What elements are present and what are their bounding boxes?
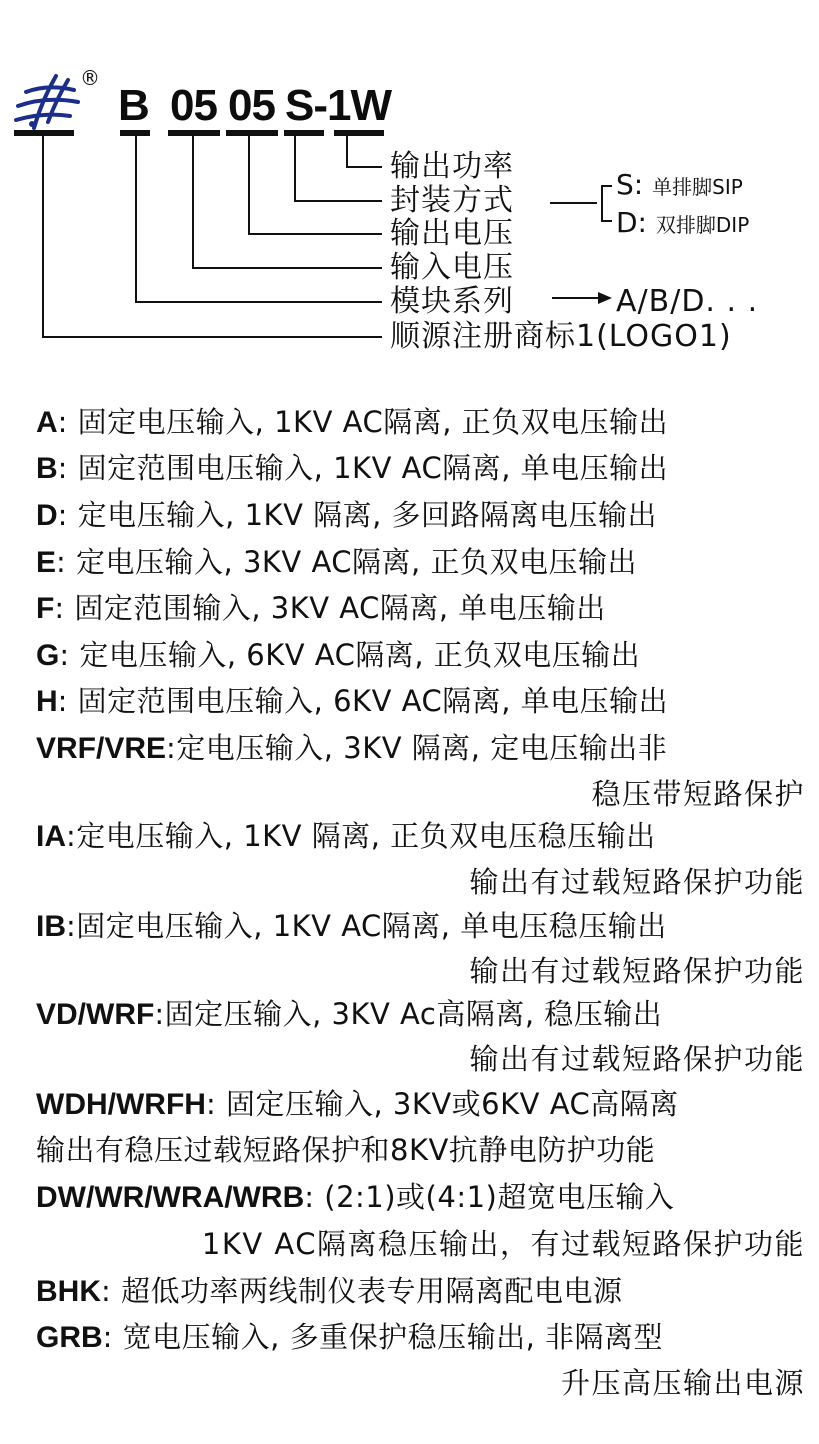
series-code: G: [36, 639, 60, 672]
series-code: GRB: [36, 1321, 103, 1354]
code-series: B: [118, 81, 149, 130]
series-code: A: [36, 406, 58, 439]
package-sip-code: S:: [616, 168, 644, 201]
series-list-item: [36, 545, 809, 580]
series-code: H: [36, 685, 58, 718]
package-dip-text: 双排脚DIP: [655, 213, 750, 237]
series-description: : 定电压输入, 1KV 隔离, 多回路隔离电压输出: [57, 498, 658, 532]
legend-output-power: 输出功率: [390, 149, 514, 184]
series-code: IB: [36, 910, 66, 943]
legend-input-voltage: 输入电压: [390, 250, 514, 285]
series-list-item: [36, 909, 809, 944]
series-description: : 固定范围电压输入, 1KV AC隔离, 单电压输出: [57, 451, 669, 485]
registered-mark: ®: [80, 66, 100, 90]
package-dip-code: D:: [616, 206, 647, 239]
series-description-continued: 1KV AC隔离稳压输出，有过载短路保护功能: [201, 1227, 805, 1261]
package-sip-text: 单排脚SIP: [652, 175, 743, 199]
package-sip: [616, 170, 743, 202]
series-description: :固定电压输入, 1KV AC隔离, 单电压稳压输出: [66, 909, 667, 943]
series-description: : 定电压输入, 6KV AC隔离, 正负双电压输出: [59, 638, 641, 672]
series-list-item: [36, 1180, 809, 1215]
series-list-item: [36, 498, 809, 533]
series-list-item: [36, 451, 809, 486]
series-list-item: [36, 1320, 809, 1355]
series-description-continued: 稳压带短路保护: [591, 777, 805, 811]
legend-trademark: 顺源注册商标1(LOGO1): [390, 319, 732, 354]
series-list-item: [36, 684, 809, 719]
series-description: : 固定压输入, 3KV或6KV AC高隔离: [205, 1087, 679, 1121]
series-description-continued: 输出有过载短路保护功能: [469, 865, 805, 899]
series-code: E: [36, 546, 57, 579]
series-list-item: [36, 731, 809, 766]
series-list-item: [36, 1087, 809, 1122]
series-description: : (2:1)或(4:1)超宽电压输入: [304, 1180, 675, 1214]
legend-series-values: A/B/D. . .: [616, 284, 759, 319]
code-package-power: S-1W: [285, 81, 391, 130]
series-list-item: [36, 997, 809, 1032]
series-description: :定电压输入, 1KV 隔离, 正负双电压稳压输出: [66, 819, 656, 853]
series-code: VD/WRF: [36, 998, 155, 1031]
series-list-item: [36, 591, 809, 626]
series-description: : 定电压输入, 3KV AC隔离, 正负双电压输出: [56, 545, 637, 579]
legend-output-voltage: 输出电压: [390, 216, 514, 251]
series-description-continued: 输出有过载短路保护功能: [469, 1042, 805, 1076]
series-description-continued: 输出有稳压过载短路保护和8KV抗静电防护功能: [36, 1133, 656, 1167]
package-dip: [616, 208, 749, 240]
series-code: IA: [36, 820, 66, 853]
series-list-item: [36, 638, 809, 673]
legend-module-series: 模块系列: [390, 284, 514, 319]
series-code: DW/WR/WRA/WRB: [36, 1181, 305, 1214]
series-description-continued: 升压高压输出电源: [560, 1366, 805, 1400]
code-vin: 05: [170, 81, 217, 130]
series-list-item: [36, 1274, 809, 1309]
series-description: : 固定电压输入, 1KV AC隔离, 正负双电压输出: [57, 405, 669, 439]
series-code: BHK: [36, 1275, 101, 1308]
series-code: B: [36, 452, 58, 485]
code-vout: 05: [228, 81, 275, 130]
series-list-item: [36, 405, 809, 440]
series-description: : 超低功率两线制仪表专用隔离配电电源: [101, 1274, 623, 1308]
series-code: VRF/VRE: [36, 732, 167, 765]
series-code: WDH/WRFH: [36, 1088, 206, 1121]
series-description-continued: 输出有过载短路保护功能: [469, 954, 805, 988]
legend-package-type: 封装方式: [390, 183, 514, 218]
series-code: F: [36, 592, 55, 625]
series-description: : 固定范围输入, 3KV AC隔离, 单电压输出: [54, 591, 606, 625]
series-description: :固定压输入, 3KV Ac高隔离, 稳压输出: [154, 997, 663, 1031]
series-description: : 宽电压输入, 多重保护稳压输出, 非隔离型: [102, 1320, 664, 1354]
series-code: D: [36, 499, 58, 532]
series-list-item: [36, 819, 809, 854]
series-description: : 固定范围电压输入, 6KV AC隔离, 单电压输出: [57, 684, 669, 718]
series-description: :定电压输入, 3KV 隔离, 定电压输出非: [166, 731, 668, 765]
